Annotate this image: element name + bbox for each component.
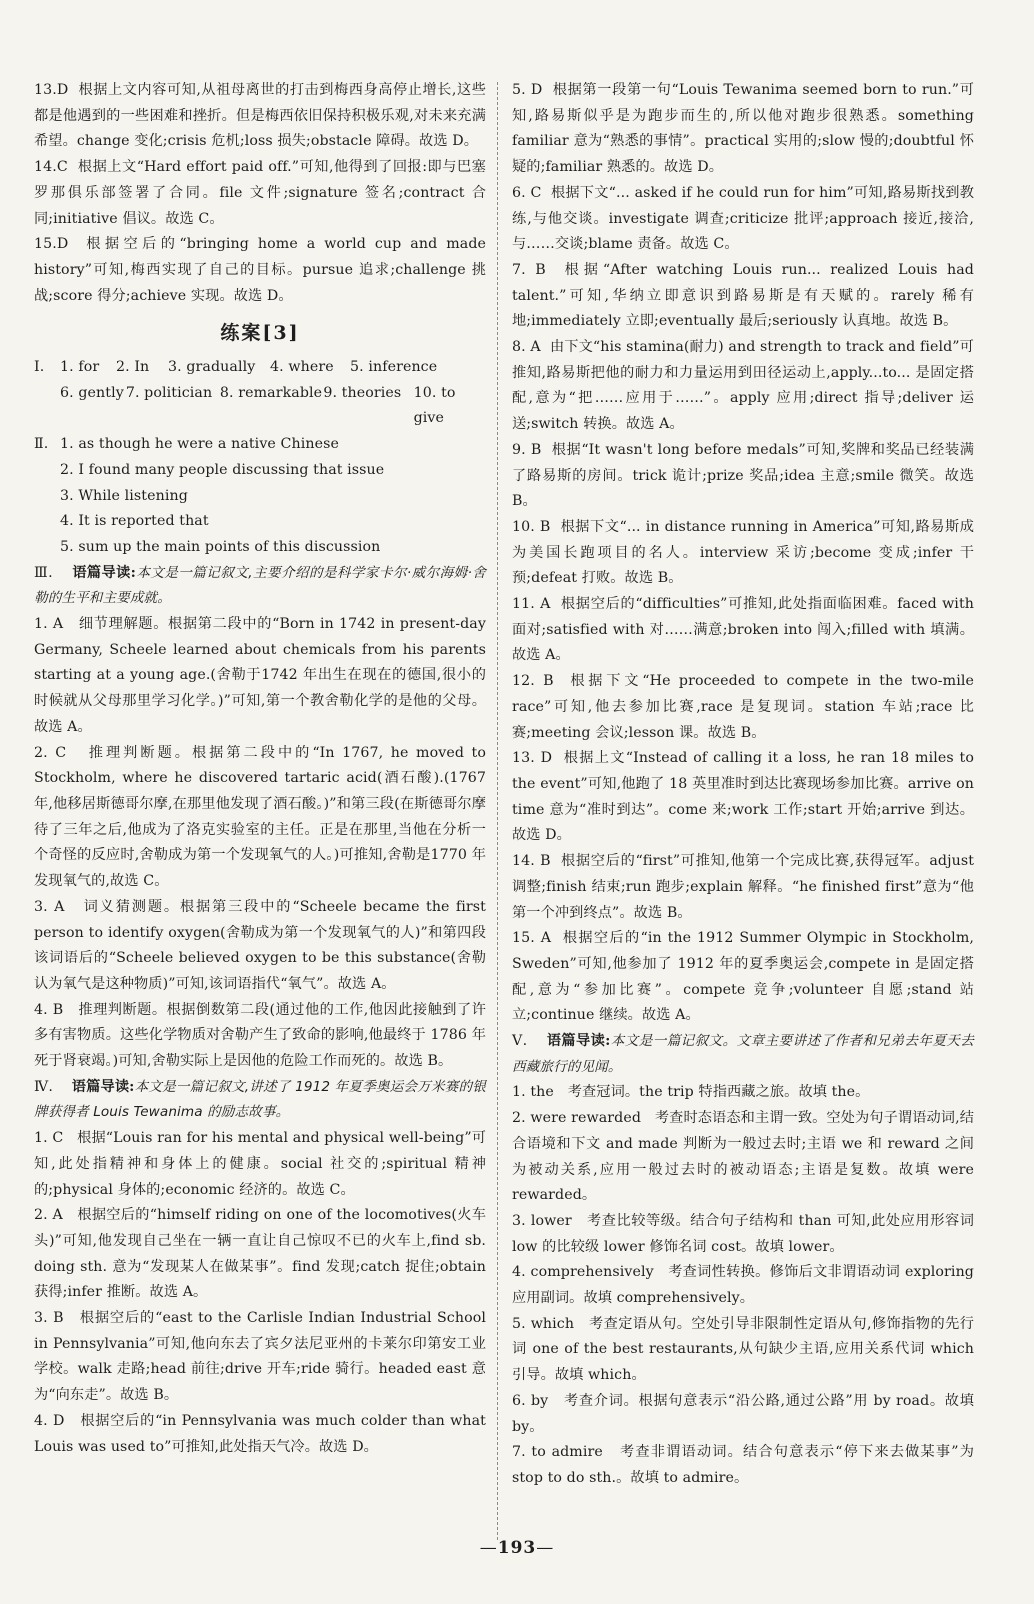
answer-item: 13. D 根据上文“Instead of calling it a loss, he ran 18 miles to the event”可知,他跑了 18 英里准时到达比赛现场参加比赛。arrive on time 意为“准时到达”。come 来;work 工作;start 开始;arrive 到达。故选 D。: [512, 750, 974, 844]
answer-item: 3. lower 考查比较等级。结合句子结构和 than 可知,此处应用形容词 low 的比较级 lower 修饰名词 cost。故填 lower。: [512, 1212, 974, 1255]
answer-item: 1. the 考查冠词。the trip 特指西藏之旅。故填 the。: [512, 1084, 870, 1101]
column-divider: [497, 82, 498, 1540]
part1-row: 6. gently 7. politician 8. remarkable 9. theories 10. to give: [60, 384, 456, 427]
answer-item: 2. were rewarded 考查时态语态和主谓一致。空处为句子谓语动词,结合语境和下文 and made 判断为一般过去时;主语 we 和 reward 之间为被动关系,应用一般过去时的被动语态;主语是复数。故填 were rewarded。: [512, 1110, 974, 1204]
left-column: [34, 78, 486, 1460]
part1-row: Ⅰ. 1. for 2. In 3. gradually 4. where 5. inference: [34, 359, 438, 376]
reading-guide: Ⅳ. 语篇导读:本文是一篇记叙文,讲述了 1912 年夏季奥运会万米赛的银牌获得者 Louis Tewanima 的励志故事。: [34, 1078, 486, 1121]
part2-row: 5. sum up the main points of this discussion: [60, 538, 381, 555]
page-number: —193—: [479, 1538, 555, 1558]
answer-item: 1. C 根据“Louis ran for his mental and physical well-being”可知,此处指精神和身体上的健康。social 社交的;spiritual 精神的;physical 身体的;economic 经济的。故选 C。: [34, 1130, 486, 1198]
answer-item: 7. B 根据“After watching Louis run... realized Louis had talent.”可知,华纳立即意识到路易斯是有天赋的。rarely 稀有地;immediately 立即;eventually 最后;seriously 认真地。故选 B。: [512, 261, 974, 330]
answer-item: 5. D 根据第一段第一句“Louis Tewanima seemed born to run.”可知,路易斯似乎是为跑步而生的,所以他对跑步很熟悉。something familiar 意为“熟悉的事情”。practical 实用的;slow 慢的;doubtful 怀疑的;familiar 熟悉的。故选 D。: [512, 82, 974, 176]
part2-row: 4. It is reported that: [60, 513, 209, 530]
part2-row: 2. I found many people discussing that issue: [60, 461, 385, 478]
reading-guide: Ⅴ. 语篇导读:本文是一篇记叙文。文章主要讲述了作者和兄弟去年夏天去西藏旅行的见闻。: [512, 1033, 974, 1075]
answer-item: 4. D 根据空后的“in Pennsylvania was much colder than what Louis was used to”可推知,此处指天气冷。故选 D。: [34, 1412, 486, 1455]
section-title: 练案[3]: [220, 322, 300, 345]
answer-item: 12. B 根据下文“He proceeded to compete in the two-mile race”可知,他去参加比赛,race 是复现词。station 车站;race 比赛;meeting 会议;lesson 课。故选 B。: [512, 673, 974, 741]
answer-item: 6. C 根据下文“... asked if he could run for him”可知,路易斯找到教练,与他交谈。investigate 调查;criticize 批评;approach 接近,接洽,与……交谈;blame 责备。故选 C。: [512, 184, 974, 253]
answer-item: 1. A 细节理解题。根据第二段中的“Born in 1742 in present-day Germany, Scheele learned about chemicals from his parents starting at a young age.(舍勒于1742 年出生在现在的德国,很小的时候就从父母那里学习化学。)”可知,第一个教舍勒化学的是他的父母。故选 A。: [34, 616, 486, 735]
answer-item: 6. by 考查介词。根据句意表示“沿公路,通过公路”用 by road。故填 by。: [512, 1392, 974, 1435]
answer-item: 8. A 由下文“his stamina(耐力) and strength to track and field”可推知,路易斯把他的耐力和力量运用到田径运动上,apply...to... 是固定搭配,意为“把……应用于……”。apply 应用;direct 指导;deliver 运送;switch 转换。故选 A。: [512, 339, 974, 433]
answer-item: 13.D 根据上文内容可知,从祖母离世的打击到梅西身高停止增长,这些都是他遇到的一些困难和挫折。但是梅西依旧保持积极乐观,对未来充满希望。change 变化;crisis 危机;loss 损失;obstacle 障碍。故选 D。: [34, 82, 486, 150]
part2-row: Ⅱ. 1. as though he were a native Chinese: [34, 436, 339, 453]
answer-item: 15.D 根据空后的“bringing home a world cup and made history”可知,梅西实现了自己的目标。pursue 追求;challenge 挑战;score 得分;achieve 实现。故选 D。: [34, 236, 486, 304]
answer-item: 2. C 推理判断题。根据第二段中的“In 1767, he moved to Stockholm, where he discovered tartaric acid(酒石酸).(1767 年,他移居斯德哥尔摩,在那里他发现了酒石酸。)”和第三段(在斯德哥尔摩待了三年之后,他成为了洛克实验室的主任。正是在那里,当他在分析一个奇怪的反应时,舍勒成为第一个发现氧气的人。)可推知,舍勒是1770 年发现氧气的,故选 C。: [34, 744, 486, 890]
answer-item: 10. B 根据下文“... in distance running in America”可知,路易斯成为美国长跑项目的名人。interview 采访;become 变成;infer 干预;defeat 打败。故选 B。: [512, 518, 974, 587]
answer-item: 14.C 根据上文“Hard effort paid off.”可知,他得到了回报:即与巴塞罗那俱乐部签署了合同。file 文件;signature 签名;contract 合同;initiative 倡议。故选 C。: [34, 159, 486, 227]
reading-guide: Ⅲ. 语篇导读:本文是一篇记叙文,主要介绍的是科学家卡尔·威尔海姆·舍勒的生平和主要成就。: [34, 564, 486, 607]
answer-item: 3. A 词义猜测题。根据第三段中的“Scheele became the first person to identify oxygen(舍勒成为第一个发现氧气的人)”和第四段该词语后的“Scheele believed oxygen to be this substance(舍勒认为氧气是这种物质)”可知,该词语指代“氧气”。故选 A。: [34, 898, 486, 992]
answer-item: 4. B 推理判断题。根据倒数第二段(通过他的工作,他因此接触到了许多有害物质。这些化学物质对舍勒产生了致命的影响,他最终于 1786 年死于肾衰竭。)可知,舍勒实际上是因他的危险工作而死的。故选 B。: [34, 1001, 486, 1070]
answer-item: 11. A 根据空后的“difficulties”可推知,此处指面临困难。faced with 面对;satisfied with 对……满意;broken into 闯入;filled with 填满。故选 A。: [512, 596, 974, 664]
part2-row: 3. While listening: [60, 487, 188, 504]
answer-item: 9. B 根据“It wasn't long before medals”可知,奖牌和奖品已经装满了路易斯的房间。trick 诡计;prize 奖品;idea 主意;smile 微笑。故选 B。: [512, 441, 974, 510]
answer-item: 7. to admire 考查非谓语动词。结合句意表示“停下来去做某事”为 stop to do sth.。故填 to admire。: [512, 1444, 974, 1486]
answer-item: 14. B 根据空后的“first”可推知,他第一个完成比赛,获得冠军。adjust 调整;finish 结束;run 跑步;explain 解释。“he finished first”意为“他第一个冲到终点”。故选 B。: [512, 853, 974, 921]
answer-item: 5. which 考查定语从句。空处引导非限制性定语从句,修饰指物的先行词 one of the best restaurants,从句缺少主语,应用关系代词 which 引导。故填 which。: [512, 1315, 974, 1384]
answer-item: 15. A 根据空后的“in the 1912 Summer Olympic in Stockholm, Sweden”可知,他参加了 1912 年的夏季奥运会,compete in 是固定搭配,意为“参加比赛”。compete 竞争;volunteer 自愿;stand 站立;continue 继续。故选 A。: [512, 930, 974, 1024]
right-column: [512, 78, 974, 1492]
answer-item: 2. A 根据空后的“himself riding on one of the locomotives(火车头)”可知,他发现自己坐在一辆一直让自己惊叹不已的火车上,find sb. doing sth. 意为“发现某人在做某事”。find 发现;catch 捉住;obtain 获得;infer 推断。故选 A。: [34, 1207, 486, 1301]
answer-item: 3. B 根据空后的“east to the Carlisle Indian Industrial School in Pennsylvania”可知,他向东去了宾夕法尼亚州的卡莱尔印第安工业学校。walk 走路;head 前往;drive 开车;ride 骑行。headed east 意为“向东走”。故选 B。: [34, 1310, 486, 1404]
answer-item: 4. comprehensively 考查词性转换。修饰后文非谓语动词 exploring 应用副词。故填 comprehensively。: [512, 1264, 974, 1307]
